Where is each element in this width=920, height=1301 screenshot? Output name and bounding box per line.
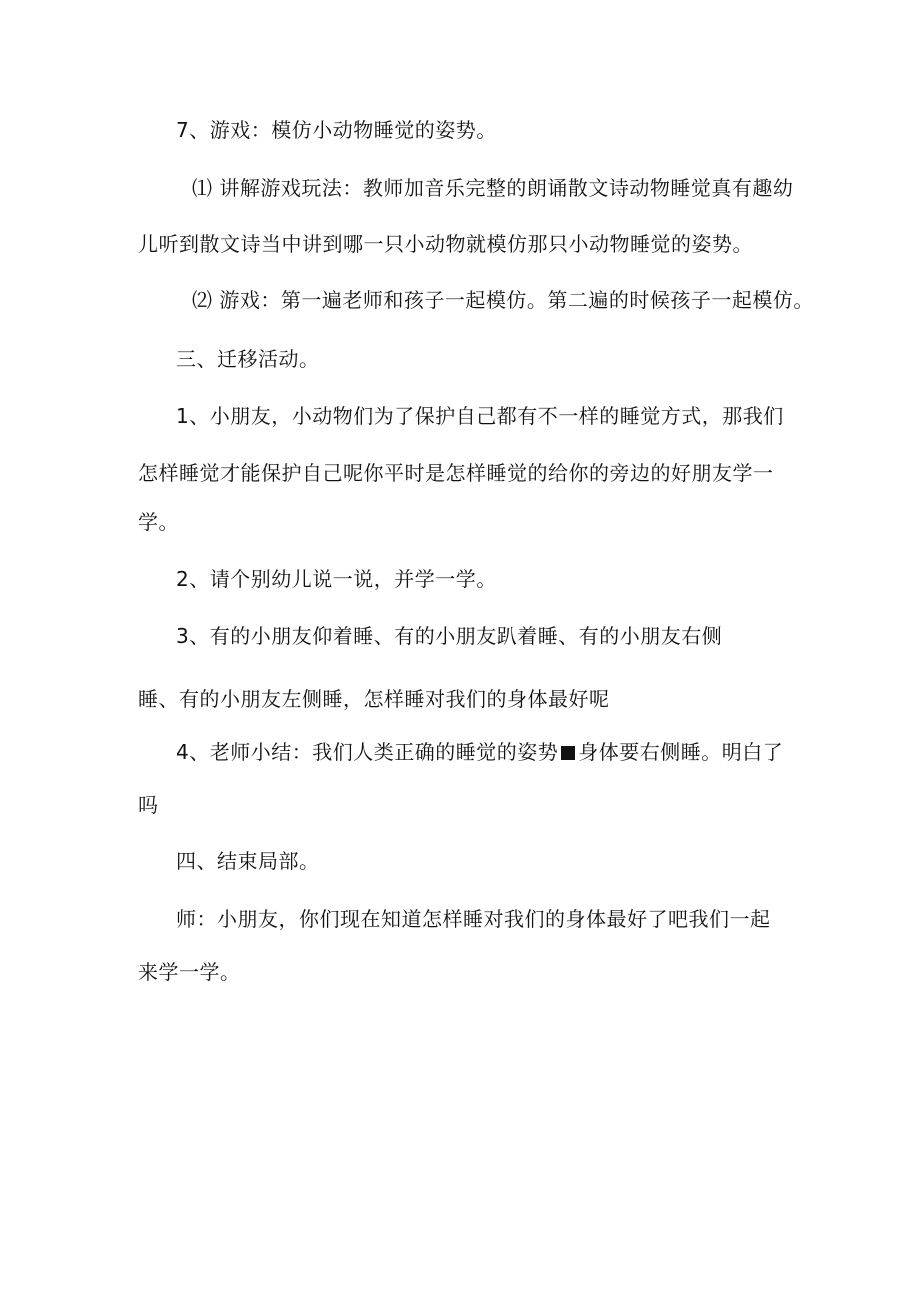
text-line: 7、游戏：模仿小动物睡觉的姿势。 [176, 118, 497, 142]
text-line: 怎样睡觉才能保护自己呢你平时是怎样睡觉的给你的旁边的好朋友学一 [138, 461, 774, 485]
text-line: 师：小朋友，你们现在知道怎样睡对我们的身体最好了吧我们一起 [176, 907, 771, 931]
text-line: 1、小朋友，小动物们为了保护自己都有不一样的睡觉方式，那我们 [176, 404, 784, 428]
black-square-icon [561, 746, 575, 760]
text-segment: 4、老师小结：我们人类正确的睡觉的姿势 [176, 740, 559, 764]
text-line: ⑴ 讲解游戏玩法：教师加音乐完整的朗诵散文诗动物睡觉真有趣幼 [192, 176, 794, 200]
text-line: 学。 [138, 510, 179, 534]
text-line: 来学一学。 [138, 960, 241, 984]
text-line: 睡、有的小朋友左侧睡，怎样睡对我们的身体最好呢 [138, 687, 610, 711]
text-line: 三、迁移活动。 [176, 347, 320, 371]
text-line: 2、请个别幼儿说一说，并学一学。 [176, 567, 497, 591]
text-line: 四、结束局部。 [176, 849, 320, 873]
text-line: 3、有的小朋友仰着睡、有的小朋友趴着睡、有的小朋友右侧 [176, 624, 723, 648]
text-line [176, 738, 783, 766]
text-line: 儿听到散文诗当中讲到哪一只小动物就模仿那只小动物睡觉的姿势。 [138, 232, 753, 256]
text-line: 吗 [138, 793, 159, 817]
text-line: ⑵ 游戏：第一遍老师和孩子一起模仿。第二遍的时候孩子一起模仿。 [192, 288, 814, 312]
text-segment: 身体要右侧睡。明白了 [578, 740, 784, 764]
